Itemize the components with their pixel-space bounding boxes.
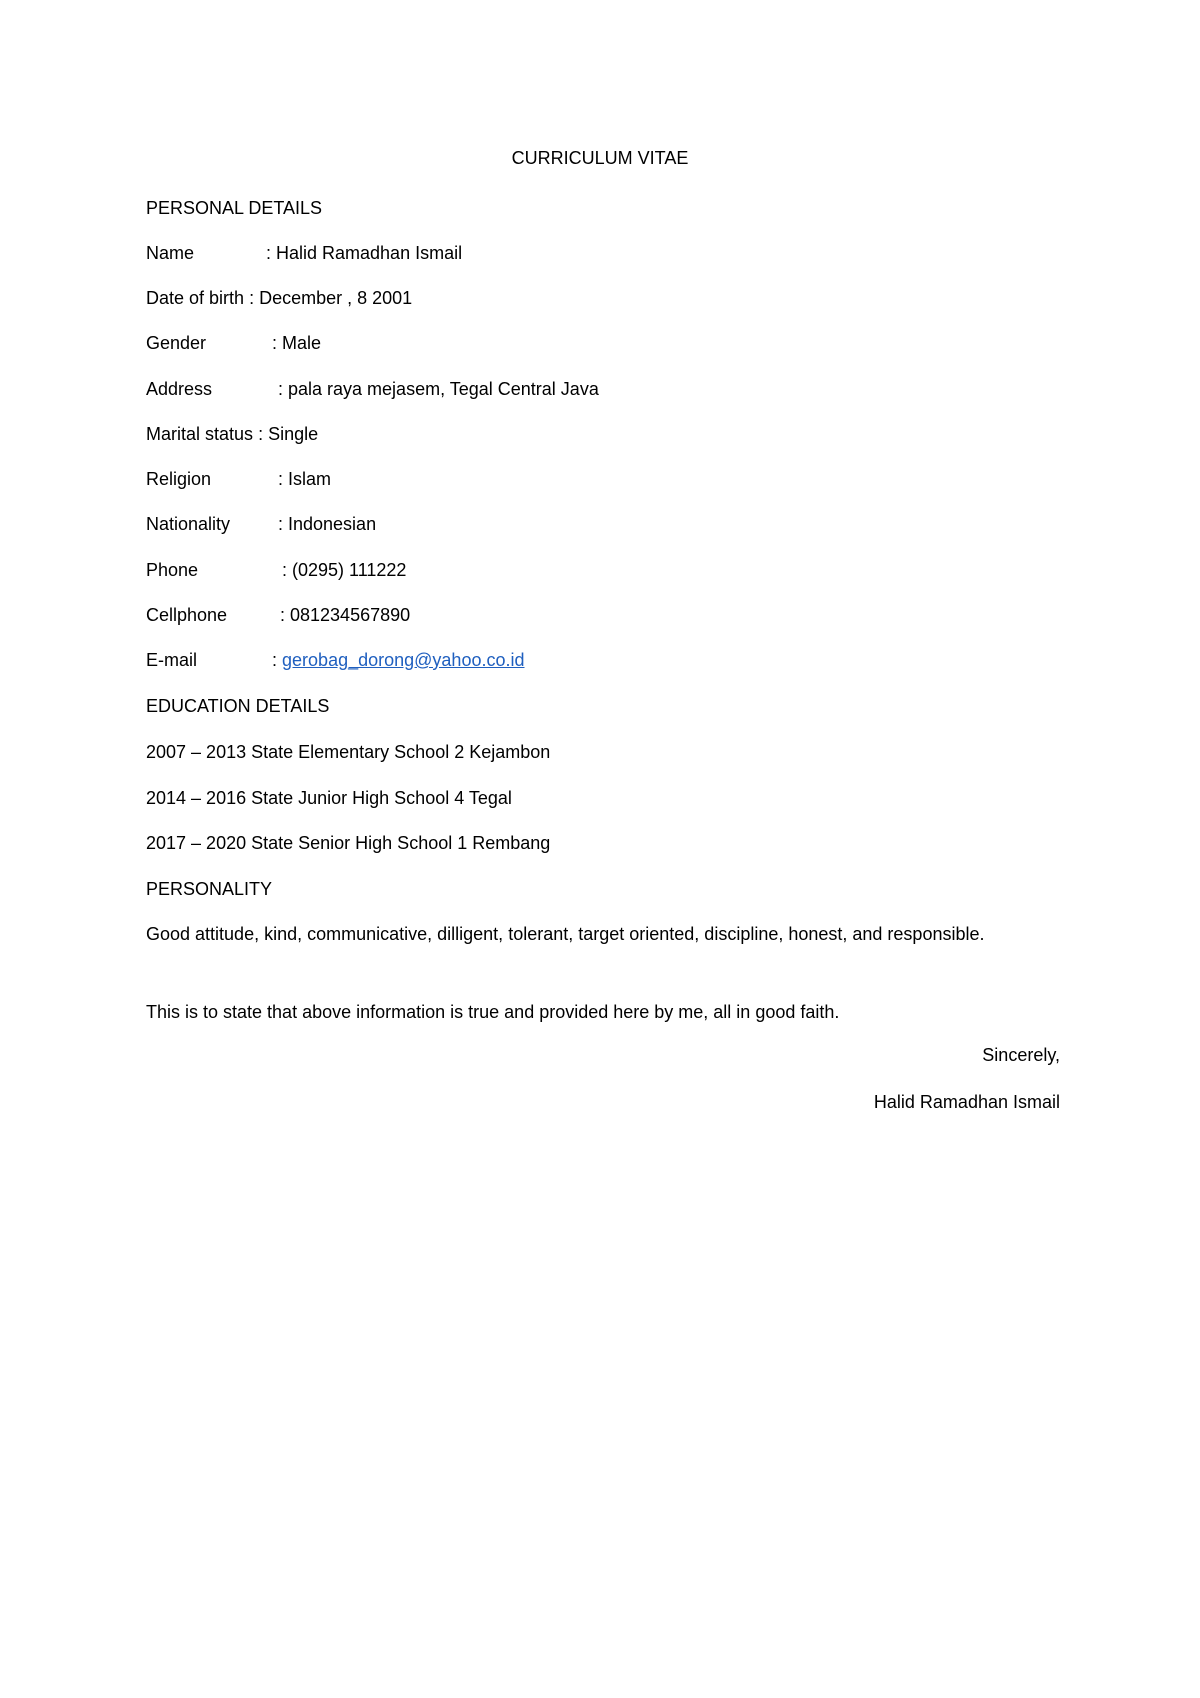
dob-value: : December , 8 2001 <box>249 288 413 308</box>
name-value: : Halid Ramadhan Ismail <box>266 243 463 263</box>
cellphone-value: : 081234567890 <box>280 605 411 625</box>
closing-text: Sincerely, <box>982 1045 1060 1065</box>
marital-status-value: : Single <box>258 424 319 444</box>
personality-text: Good attitude, kind, communicative, dilligent, tolerant, target oriented, discipline, honest, and responsible. <box>146 924 985 944</box>
name-row <box>146 241 462 265</box>
cellphone-label: Cellphone <box>146 605 228 625</box>
nationality-row <box>146 512 376 536</box>
cellphone-row <box>146 603 410 627</box>
marital-status-row <box>146 422 318 446</box>
gender-label: Gender <box>146 333 207 353</box>
statement-text: This is to state that above information is true and provided here by me, all in good faith. <box>146 1002 840 1022</box>
email-label: E-mail <box>146 650 198 670</box>
address-row <box>146 377 599 401</box>
email-colon: : <box>272 650 278 670</box>
education-details-heading: EDUCATION DETAILS <box>146 696 330 716</box>
education-item-3: 2017 – 2020 State Senior High School 1 Rembang <box>146 833 551 853</box>
dob-row <box>146 286 412 310</box>
religion-value: : Islam <box>278 469 332 489</box>
document-title: CURRICULUM VITAE <box>511 148 689 168</box>
phone-label: Phone <box>146 560 199 580</box>
religion-label: Religion <box>146 469 212 489</box>
personality-heading: PERSONALITY <box>146 879 273 899</box>
address-value: : pala raya mejasem, Tegal Central Java <box>278 379 599 399</box>
nationality-label: Nationality <box>146 514 231 534</box>
address-label: Address <box>146 379 213 399</box>
signature-name: Halid Ramadhan Ismail <box>873 1092 1060 1112</box>
nationality-value: : Indonesian <box>278 514 377 534</box>
email-row <box>146 648 525 672</box>
email-link[interactable]: gerobag_dorong@yahoo.co.id <box>282 650 525 670</box>
gender-value: : Male <box>272 333 322 353</box>
phone-row <box>146 558 406 582</box>
phone-value: : (0295) 111222 <box>282 560 407 580</box>
personal-details-heading: PERSONAL DETAILS <box>146 198 323 218</box>
education-item-1: 2007 – 2013 State Elementary School 2 Kejambon <box>146 742 551 762</box>
marital-status-label: Marital status <box>146 424 254 444</box>
gender-row <box>146 331 321 355</box>
religion-row <box>146 467 331 491</box>
dob-label: Date of birth <box>146 288 245 308</box>
education-item-2: 2014 – 2016 State Junior High School 4 Tegal <box>146 788 512 808</box>
name-label: Name <box>146 243 195 263</box>
